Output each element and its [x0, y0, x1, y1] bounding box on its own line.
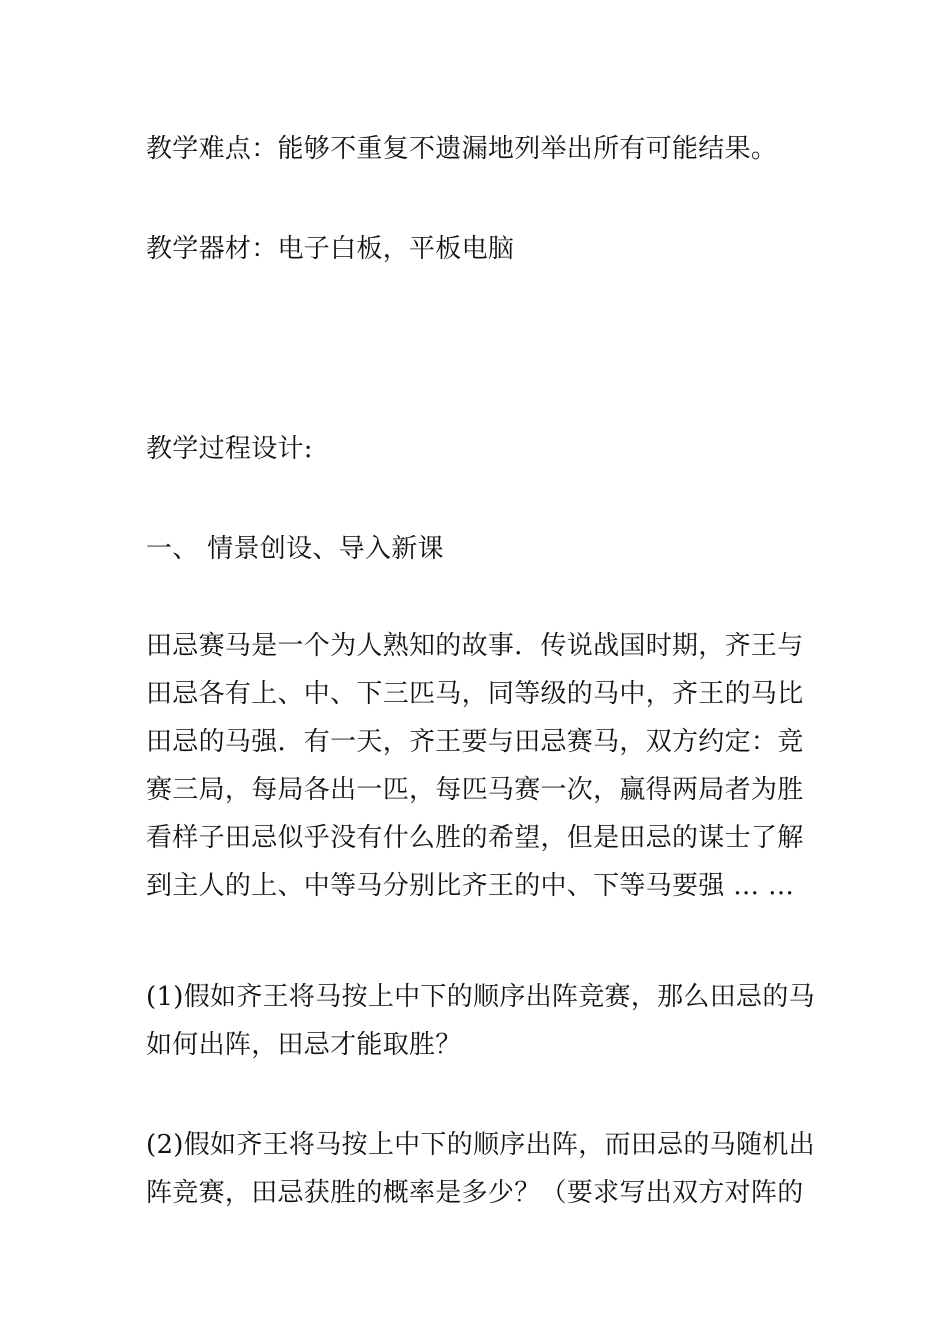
- teaching-process-heading: 教学过程设计:: [146, 434, 313, 464]
- paragraph-line: 田忌各有上、中、下三匹马，同等级的马中，齐王的马比: [146, 679, 804, 709]
- paragraph-line: 到主人的上、中等马分别比齐王的中、下等马要强 … …: [146, 871, 795, 901]
- question-two-paragraph: [146, 1121, 826, 1217]
- paragraph-line: 田忌赛马是一个为人熟知的故事．传说战国时期，齐王与: [146, 631, 804, 661]
- paragraph-line: 田忌的马强．有一天，齐王要与田忌赛马，双方约定：竞: [146, 727, 804, 757]
- paragraph-line: 阵竞赛，田忌获胜的概率是多少？（要求写出双方对阵的: [146, 1178, 804, 1208]
- paragraph-line: 赛三局，每局各出一匹，每匹马赛一次，赢得两局者为胜: [146, 775, 804, 805]
- question-one-paragraph: [146, 973, 826, 1069]
- paragraph-line: 如何出阵，田忌才能取胜？: [146, 1030, 462, 1060]
- paragraph-line: (1)假如齐王将马按上中下的顺序出阵竞赛，那么田忌的马: [146, 982, 815, 1012]
- teaching-difficulty-line: 教学难点：能够不重复不遗漏地列举出所有可能结果。: [146, 134, 778, 164]
- teaching-materials-line: 教学器材：电子白板，平板电脑: [146, 234, 515, 264]
- paragraph-line: 看样子田忌似乎没有什么胜的希望，但是田忌的谋士了解: [146, 823, 804, 853]
- paragraph-line: (2)假如齐王将马按上中下的顺序出阵，而田忌的马随机出: [146, 1130, 815, 1160]
- section-one-heading: 一、 情景创设、导入新课: [146, 534, 444, 564]
- story-paragraph: [146, 622, 826, 910]
